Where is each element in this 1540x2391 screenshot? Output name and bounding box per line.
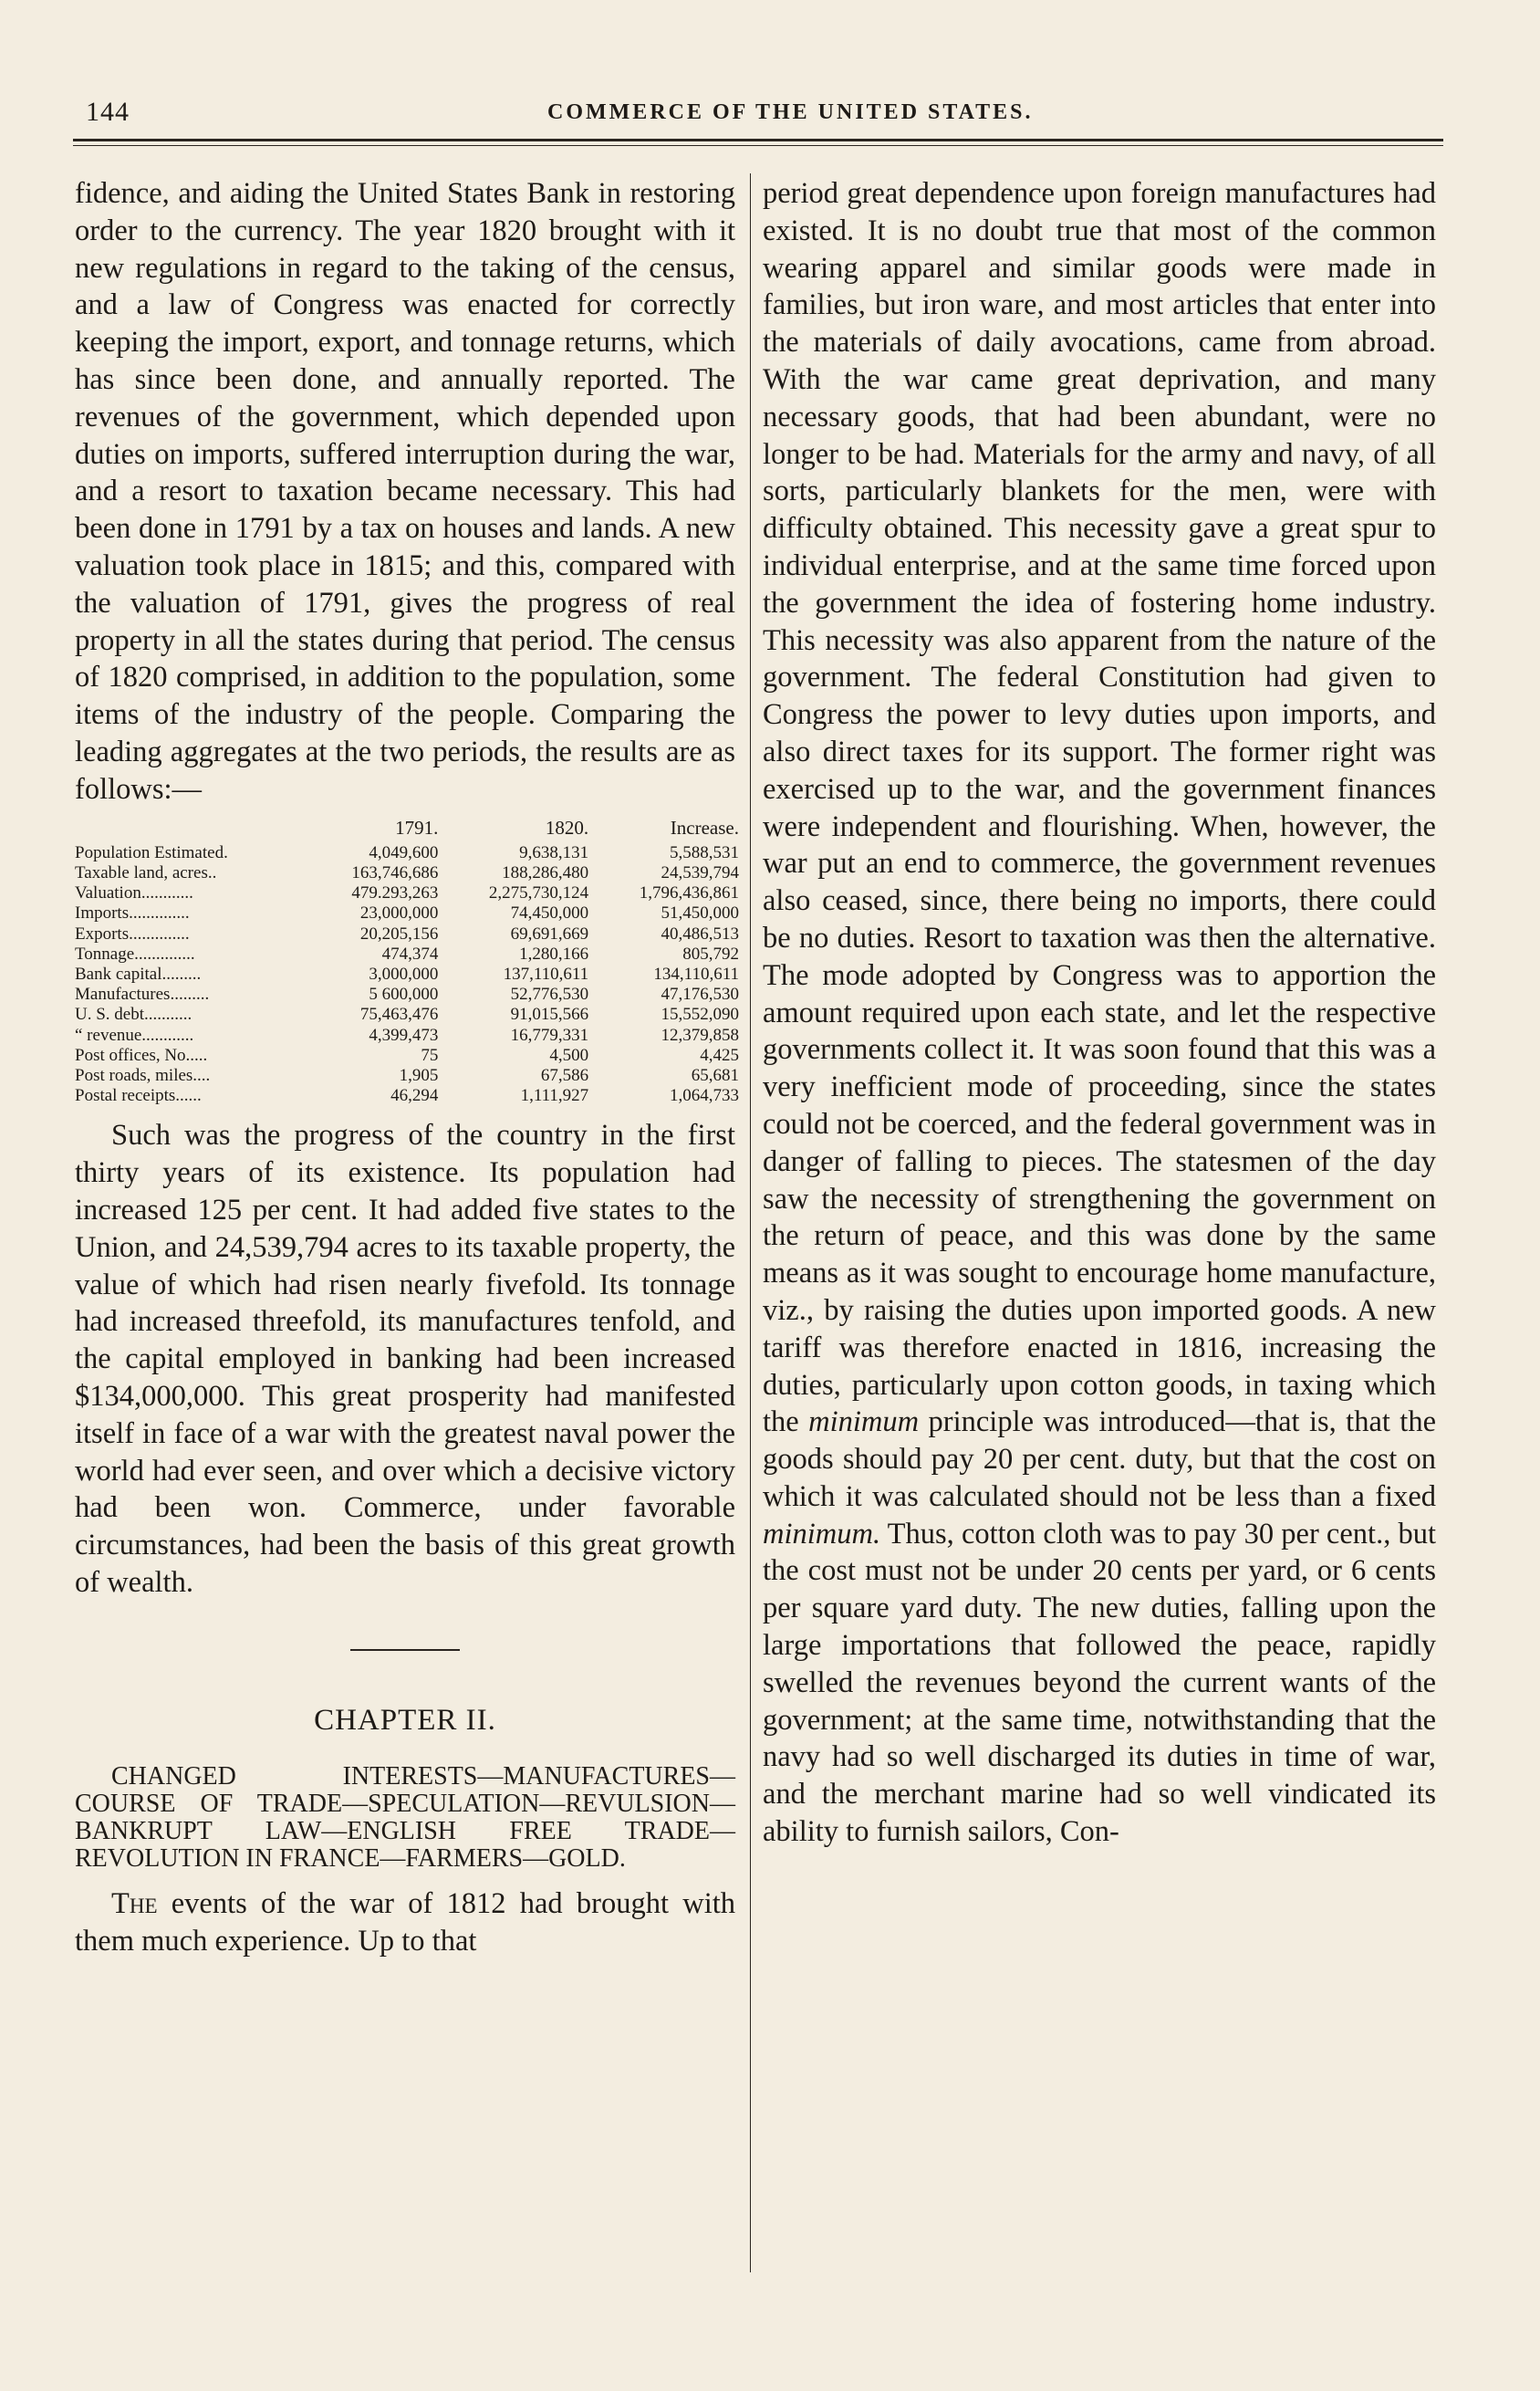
column-divider	[750, 173, 751, 2272]
table-cell: 15,552,090	[661, 1005, 739, 1025]
comparison-table	[75, 818, 739, 1107]
table-row	[75, 1005, 739, 1025]
chapter-summary-text: CHANGED INTERESTS—MANUFACTURES—COURSE OF TRADE—SPECULATION—REVULSION—BANKRUPT LAW—ENGLISH FREE TRADE—REVOLUTION IN FRANCE—FARMERS—GOLD.	[75, 1761, 735, 1873]
row-label: Population Estimated.	[75, 842, 228, 862]
table-cell: 24,539,794	[661, 862, 739, 882]
table-cell: 5,588,531	[670, 842, 739, 862]
paragraph-text: period great dependence upon foreign manufactures had existed. It is no doubt true that most of the common wearing apparel and similar goods were made in families, but iron ware, and most articles that enter into the materials of daily avocations, came from abroad. With the war came great deprivation, and many necessary goods, that had been abundant, were no longer to be had. Materials for the army and navy, of all sorts, particularly blankets for the men, were with difficulty obtained. This necessity gave a great spur to individual enterprise, and at the same time forced upon the government the idea of fostering home industry. This necessity was also apparent from the nature of the government. The federal Constitution had given to Congress the power to levy duties upon imports, and also direct taxes for its support. The former right was exercised up to the war, and the government finances were independent and flourishing. When, however, the war put an end to commerce, the government revenues also ceased, since, there being no imports, there could be no duties. Resort to taxation was then the alternative. The mode adopted by Congress was to apportion the amount required upon each state, and let the respective governments collect it. It was soon found that this was a very inefficient mode of proceeding, since the states could not be coerced, and the federal government was in danger of falling to pieces. The statesmen of the day saw the necessity of strengthening the government on the return of peace, and this was done by the same means as it was sought to encourage home manufacture, viz., by raising the duties upon imported goods. A new tariff was therefore enacted in 1816, increasing the duties, particularly upon cotton goods, in taxing which the	[763, 177, 1436, 1439]
table-row	[75, 965, 739, 985]
table-cell: 3,000,000	[369, 964, 439, 984]
table-cell: 4,425	[700, 1045, 739, 1065]
table-row	[75, 1086, 739, 1106]
running-head: COMMERCE OF THE UNITED STATES.	[547, 100, 1034, 124]
table-cell: 51,450,000	[661, 903, 739, 924]
right-column	[763, 175, 1436, 1851]
paragraph-lead: The	[111, 1886, 158, 1920]
table-cell: 47,176,530	[661, 985, 739, 1005]
italic-term: minimum.	[763, 1517, 881, 1550]
table-cell: 46,294	[390, 1086, 439, 1106]
table-row	[75, 1046, 739, 1066]
row-label: U. S. debt...........	[75, 1005, 192, 1025]
table-cell: 40,486,513	[661, 924, 739, 944]
table-cell: 479.293,263	[351, 883, 439, 903]
table-cell: 69,691,669	[510, 924, 589, 944]
row-label: Exports..............	[75, 924, 190, 944]
table-cell: 20,205,156	[359, 924, 439, 944]
page-header	[73, 91, 1441, 135]
table-cell: 75,463,476	[359, 1005, 439, 1025]
row-label: Imports..............	[75, 903, 190, 924]
table-cell: 1,905	[399, 1065, 439, 1085]
table-row	[75, 843, 739, 863]
table-cell: 74,450,000	[510, 903, 589, 924]
table-cell: 2,275,730,124	[488, 883, 589, 903]
header-rule	[73, 139, 1443, 141]
table-cell: 5 600,000	[369, 985, 439, 1005]
row-label: Post offices, No.....	[75, 1045, 208, 1065]
row-label: Post roads, miles....	[75, 1065, 211, 1085]
table-cell: 9,638,131	[519, 842, 589, 862]
table-header-row	[75, 818, 739, 843]
paragraph-text: events of the war of 1812 had brought with them much experience. Up to that	[75, 1886, 735, 1958]
table-cell: 163,746,686	[351, 862, 439, 882]
row-label: Tonnage..............	[75, 944, 195, 964]
table-body	[75, 843, 739, 1107]
table-row	[75, 945, 739, 965]
row-label: Manufactures.........	[75, 985, 210, 1005]
table-row	[75, 883, 739, 903]
table-row	[75, 863, 739, 883]
table-cell: 4,399,473	[369, 1025, 439, 1045]
table-cell: 91,015,566	[510, 1005, 589, 1025]
table-row	[75, 924, 739, 945]
table-cell: 16,779,331	[510, 1025, 589, 1045]
table-cell: 188,286,480	[502, 862, 589, 882]
row-label: Bank capital.........	[75, 964, 202, 984]
table-cell: 65,681	[691, 1065, 739, 1085]
row-label: “ revenue............	[75, 1025, 194, 1045]
paragraph	[75, 1885, 735, 1960]
table-header: 1791.	[395, 816, 439, 839]
row-label: Taxable land, acres..	[75, 862, 217, 882]
paragraph-text: principle was introduced—that is, that the goods should pay 20 per cent. duty, but that the cost on which it was calculated should not be less than a fixed	[763, 1405, 1437, 1513]
table-cell: 75	[421, 1045, 439, 1065]
chapter-title: CHAPTER II.	[314, 1703, 496, 1737]
table-cell: 4,500	[549, 1045, 589, 1065]
table-row	[75, 1026, 739, 1046]
table-row	[75, 985, 739, 1005]
paragraph: fidence, and aiding the United States Bank in restoring order to the currency. The year 1820 brought with it new regulations in regard to the taking of the census, and a law of Congress was enacted for correctly keeping the import, export, and tonnage returns, which has since been done, and annually reported. The revenues of the government, which depended upon duties on imports, suffered interruption during the war, and a resort to taxation became necessary. This had been done in 1791 by a tax on houses and lands. A new valuation took place in 1815; and this, compared with the valuation of 1791, gives the progress of real property in all the states during that period. The census of 1820 comprised, in addition to the population, some items of the industry of the people. Comparing the leading aggregates at the two periods, the results are as follows:—	[75, 177, 735, 806]
table-cell: 4,049,600	[369, 842, 439, 862]
left-column	[75, 175, 739, 1959]
table-cell: 12,379,858	[661, 1025, 739, 1045]
table-header: 1820.	[545, 816, 589, 839]
row-label: Postal receipts......	[75, 1086, 202, 1106]
page-number: 144	[86, 97, 130, 127]
table-cell: 23,000,000	[359, 903, 439, 924]
table-cell: 137,110,611	[503, 964, 589, 984]
section-divider	[350, 1649, 460, 1651]
table-cell: 1,280,166	[519, 944, 589, 964]
table-header: Increase.	[670, 816, 739, 839]
table-cell: 1,111,927	[520, 1086, 589, 1106]
paragraph-text: Thus, cotton cloth was to pay 30 per cent., but the cost must not be under 20 cents per yard, or 6 cents per square yard duty. The new duties, falling upon the large importations that followed the peace, rapidly swelled the revenues beyond the current wants of the government; at the same time, notwithstanding that the navy had so well discharged its duties in time of war, and the merchant marine had so well vindicated its ability to furnish sailors, Con-	[763, 1517, 1436, 1849]
table-cell: 1,796,436,861	[639, 883, 739, 903]
paragraph: Such was the progress of the country in the first thirty years of its existence. Its population had increased 125 per cent. It had added five states to the Union, and 24,539,794 acres to its taxable property, the value of which had risen nearly fivefold. Its tonnage had increased threefold, its manufactures tenfold, and the capital employed in banking had been increased $134,000,000. This great prosperity had manifested itself in face of a war with the greatest naval power the world had ever seen, and over which a decisive victory had been won. Commerce, under favorable circumstances, had been the basis of this great growth of wealth.	[75, 1119, 735, 1599]
table-row	[75, 1066, 739, 1086]
table-cell: 474,374	[381, 944, 439, 964]
table-cell: 52,776,530	[510, 985, 589, 1005]
italic-term: minimum	[808, 1405, 920, 1439]
table-cell: 67,586	[540, 1065, 589, 1085]
table-cell: 805,792	[682, 944, 739, 964]
paragraph	[763, 175, 1436, 1851]
table-cell: 1,064,733	[670, 1086, 739, 1106]
table-header	[75, 818, 307, 843]
table-cell: 134,110,611	[653, 964, 739, 984]
table-row	[75, 903, 739, 924]
row-label: Valuation............	[75, 883, 193, 903]
header-rule-thin	[73, 145, 1443, 146]
chapter-summary	[75, 1763, 735, 1873]
